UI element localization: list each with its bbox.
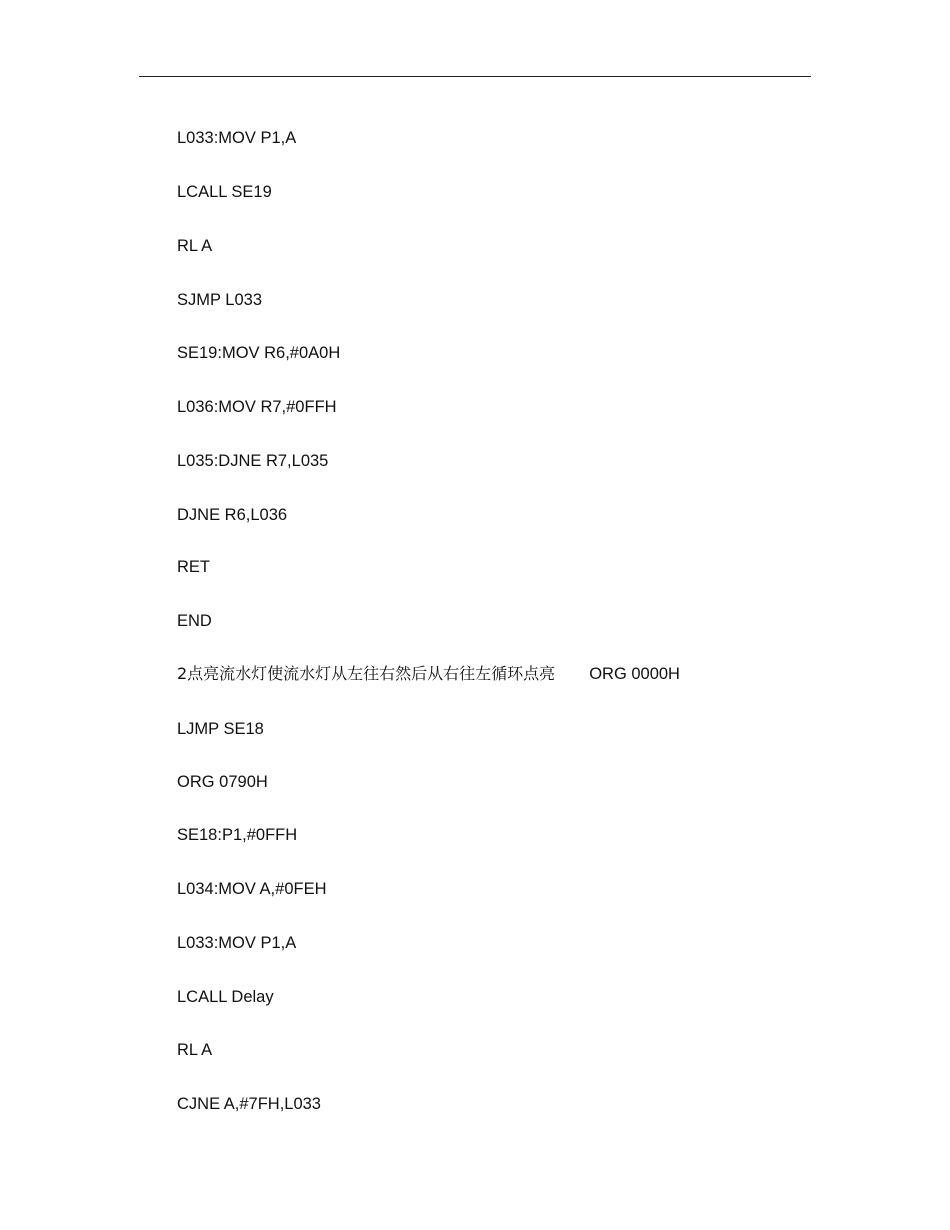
- code-line: CJNE A,#7FH,L033: [177, 1095, 321, 1113]
- section-heading: [177, 664, 680, 684]
- code-line: L033:MOV P1,A: [177, 129, 297, 147]
- section-heading-code: ORG 0000H: [589, 665, 680, 683]
- code-line: LCALL Delay: [177, 988, 274, 1006]
- code-line: L034:MOV A,#0FEH: [177, 880, 327, 898]
- code-line: DJNE R6,L036: [177, 506, 288, 524]
- code-line: SE19:MOV R6,#0A0H: [177, 344, 341, 362]
- code-line: LJMP SE18: [177, 720, 264, 738]
- section-heading-text: 2点亮流水灯使流水灯从左往右然后从右往左循环点亮: [177, 664, 556, 683]
- code-line: ORG 0790H: [177, 773, 268, 791]
- code-line: RL A: [177, 237, 213, 255]
- code-line: L035:DJNE R7,L035: [177, 452, 329, 470]
- code-line: LCALL SE19: [177, 183, 272, 201]
- code-line: L033:MOV P1,A: [177, 934, 297, 952]
- code-line: SE18:P1,#0FFH: [177, 826, 298, 844]
- code-line: RL A: [177, 1041, 213, 1059]
- code-line: END: [177, 612, 212, 630]
- code-line: L036:MOV R7,#0FFH: [177, 398, 337, 416]
- code-line: SJMP L033: [177, 291, 262, 309]
- header-rule: [139, 76, 811, 77]
- code-line: RET: [177, 558, 210, 576]
